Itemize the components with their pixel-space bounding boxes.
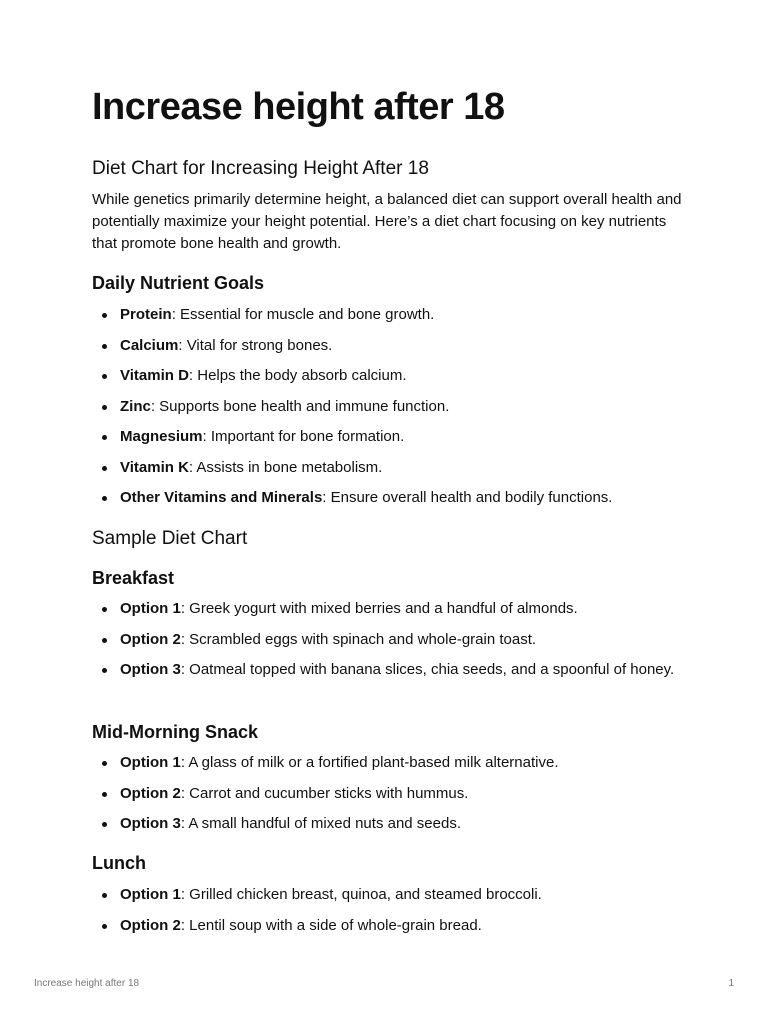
lunch-list (92, 884, 692, 945)
footer-doc-title: Increase height after 18 (34, 978, 140, 989)
intro-paragraph: While genetics primarily determine height, a balanced diet can support overall health and potentially maximize your height potential. Here’s a diet chart focusing on key nutrients that promote bone health and growth. (92, 191, 682, 252)
lunch-heading: Lunch (92, 853, 146, 873)
list-item: Option 1: A glass of milk or a fortified plant-based milk alternative. (92, 752, 692, 774)
snack-list (92, 752, 692, 844)
list-item: Magnesium: Important for bone formation. (92, 426, 692, 448)
list-item: Option 2: Carrot and cucumber sticks with hummus. (92, 783, 692, 805)
snack-heading: Mid-Morning Snack (92, 722, 258, 742)
list-item: Option 3: A small handful of mixed nuts and seeds. (92, 813, 692, 835)
nutrients-list (92, 304, 692, 518)
list-item: Other Vitamins and Minerals: Ensure overall health and bodily functions. (92, 487, 692, 509)
list-item: Calcium: Vital for strong bones. (92, 335, 692, 357)
list-item: Zinc: Supports bone health and immune function. (92, 396, 692, 418)
breakfast-list (92, 598, 692, 690)
list-item: Vitamin D: Helps the body absorb calcium. (92, 365, 692, 387)
nutrients-heading: Daily Nutrient Goals (92, 273, 265, 293)
list-item: Option 1: Grilled chicken breast, quinoa, and steamed broccoli. (92, 884, 692, 906)
breakfast-heading: Breakfast (92, 568, 175, 588)
list-item: Option 2: Scrambled eggs with spinach and whole-grain toast. (92, 629, 692, 651)
list-item: Vitamin K: Assists in bone metabolism. (92, 457, 692, 479)
list-item: Option 3: Oatmeal topped with banana slices, chia seeds, and a spoonful of honey. (92, 659, 692, 681)
list-item: Option 2: Lentil soup with a side of whole-grain bread. (92, 915, 692, 937)
list-item: Protein: Essential for muscle and bone growth. (92, 304, 692, 326)
footer-page-number: 1 (728, 978, 734, 989)
sample-diet-heading: Sample Diet Chart (92, 528, 248, 549)
list-item: Option 1: Greek yogurt with mixed berries and a handful of almonds. (92, 598, 692, 620)
subtitle: Diet Chart for Increasing Height After 18 (92, 158, 429, 179)
page-title: Increase height after 18 (92, 86, 505, 128)
